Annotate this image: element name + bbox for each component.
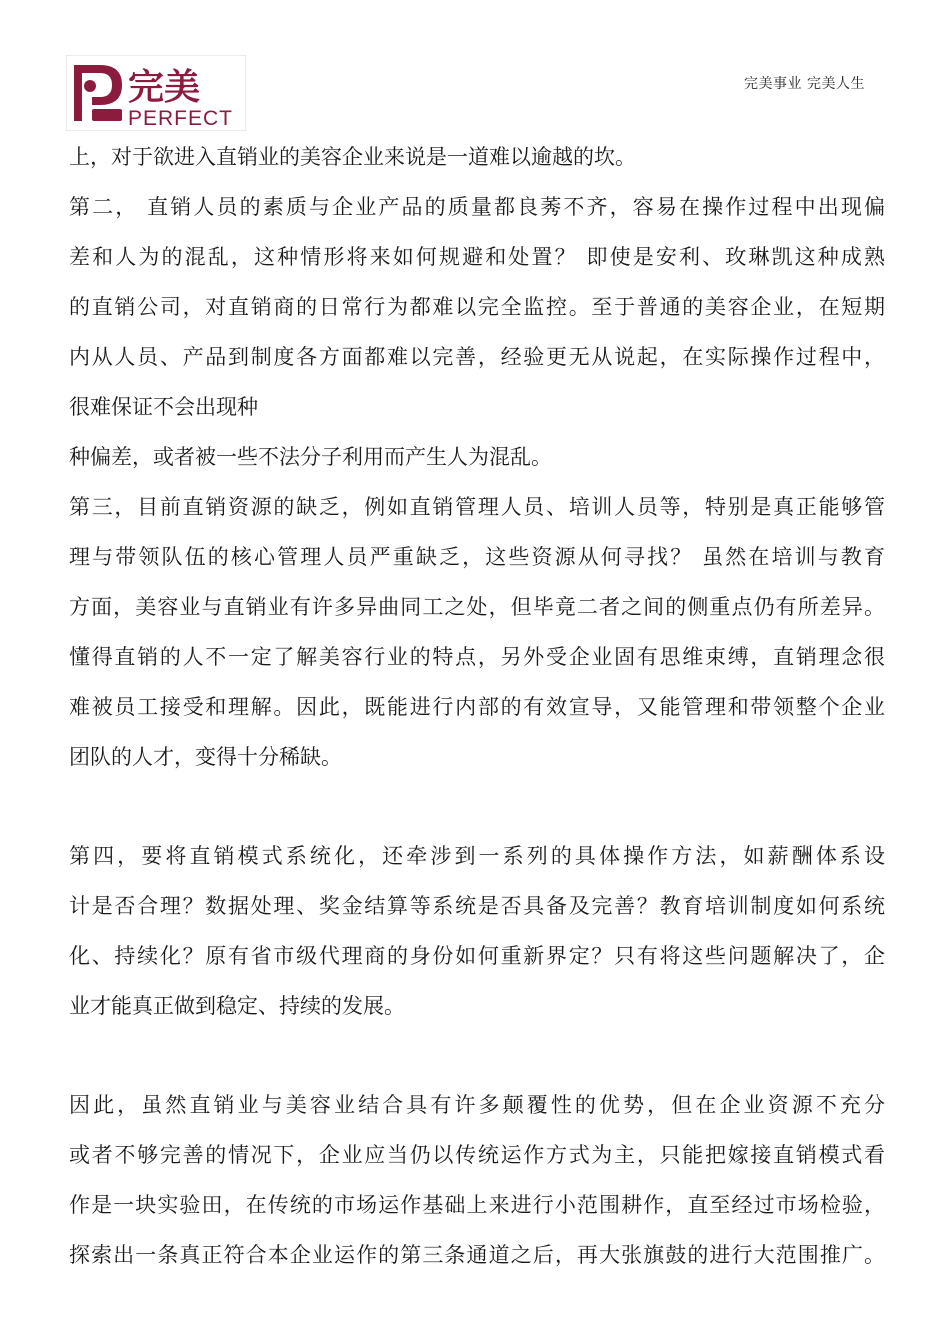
text-line: 的直销公司，对直销商的日常行为都难以完全监控。至于普通的美容企业，在短期 <box>69 295 885 319</box>
text-line: 内从人员、产品到制度各方面都难以完善，经验更无从说起，在实际操作过程中， <box>69 345 885 369</box>
text-line: 懂得直销的人不一定了解美容行业的特点，另外受企业固有思维束缚，直销理念很 <box>69 645 885 669</box>
text-line: 方面，美容业与直销业有许多异曲同工之处，但毕竟二者之间的侧重点仍有所差异。 <box>69 595 885 619</box>
logo-brand-en: PERFECT <box>128 107 234 130</box>
text-line: 第二， 直销人员的素质与企业产品的质量都良莠不齐，容易在操作过程中出现偏 <box>69 195 885 219</box>
text-line: 第四，要将直销模式系统化，还牵涉到一系列的具体操作方法，如薪酬体系设 <box>69 844 885 868</box>
text-line: 理与带领队伍的核心管理人员严重缺乏，这些资源从何寻找？ 虽然在培训与教育 <box>69 545 885 569</box>
perfect-logo-graphic <box>66 55 246 131</box>
text-line: 化、持续化？原有省市级代理商的身份如何重新界定？只有将这些问题解决了，企 <box>69 944 885 968</box>
text-line: 上，对于欲进入直销业的美容企业来说是一道难以逾越的坎。 <box>69 145 636 169</box>
text-line: 差和人为的混乱，这种情形将来如何规避和处置？ 即使是安利、玫琳凯这种成熟 <box>69 245 885 269</box>
text-line: 计是否合理？数据处理、奖金结算等系统是否具备及完善？教育培训制度如何系统 <box>69 894 885 918</box>
text-line: 第三，目前直销资源的缺乏，例如直销管理人员、培训人员等，特别是真正能够管 <box>69 495 885 519</box>
text-line: 或者不够完善的情况下，企业应当仍以传统运作方式为主，只能把嫁接直销模式看 <box>69 1143 885 1167</box>
text-line: 因此，虽然直销业与美容业结合具有许多颠覆性的优势，但在企业资源不充分 <box>69 1093 885 1117</box>
header-slogan: 完美事业 完美人生 <box>744 76 865 92</box>
text-line: 难被员工接受和理解。因此，既能进行内部的有效宣导，又能管理和带领整个企业 <box>69 695 885 719</box>
text-line: 团队的人才，变得十分稀缺。 <box>69 745 342 769</box>
text-line: 业才能真正做到稳定、持续的发展。 <box>69 994 405 1018</box>
text-line: 种偏差，或者被一些不法分子利用而产生人为混乱。 <box>69 445 552 469</box>
text-line: 作是一块实验田，在传统的市场运作基础上来进行小范围耕作，直至经过市场检验， <box>69 1193 885 1217</box>
text-line: 很难保证不会出现种 <box>69 395 258 419</box>
text-line: 探索出一条真正符合本企业运作的第三条通道之后，再大张旗鼓的进行大范围推广。 <box>69 1243 885 1267</box>
logo-brand-cn: 完美 <box>128 67 201 108</box>
perfect-logo <box>66 55 246 131</box>
